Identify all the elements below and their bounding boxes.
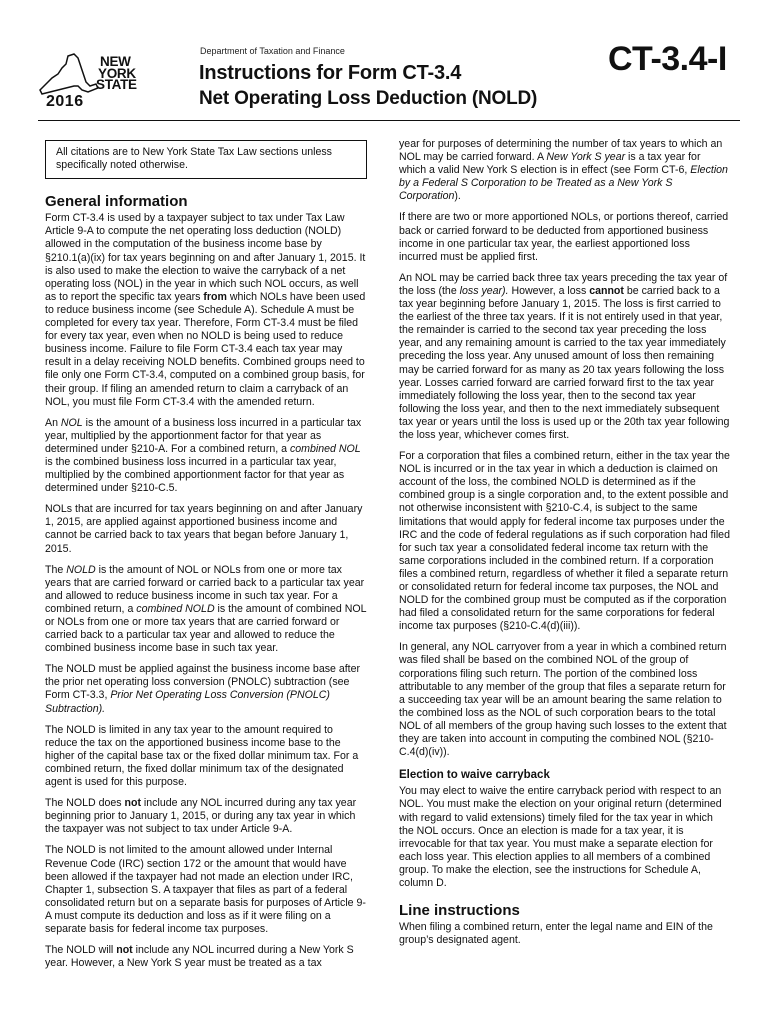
- paragraph: The NOLD is the amount of NOL or NOLs from one or more tax years that are carried forward or carried back to a particular tax year and allowed to reduce business income in such tax year. For a combined return, a combined NOLD is the amount of combined NOL or NOLs from one or more tax years that are carried forward or carried back to a particular tax year and allowed to reduce the combined business income base in such tax year.: [45, 563, 367, 655]
- logo-year: 2016: [46, 93, 84, 110]
- paragraph: NOLs that are incurred for tax years beginning on and after January 1, 2015, are applied against apportioned business income and cannot be carried back to tax years that began before January 1, 2015.: [45, 503, 363, 555]
- citation-note: All citations are to New York State Tax Law sections unless specifically noted otherwise.: [45, 140, 367, 179]
- paragraph: The NOLD does not include any NOL incurred during any tax year beginning prior to January 1, 2015, or during any tax year in which the taxpayer was not subject to tax under Article 9-A.: [45, 797, 357, 836]
- section-heading-line-instructions: Line instructions: [399, 902, 520, 920]
- paragraph: If there are two or more apportioned NOLs, or portions thereof, carried back or carried forward to be deducted from apportioned business income in one particular tax year, the earliest apportioned loss incurred must be applied first.: [399, 211, 729, 263]
- header-divider: [38, 120, 740, 121]
- section-heading-election-to-waive-carryback: Election to waive carryback: [399, 769, 550, 782]
- right-column: [399, 138, 730, 955]
- page-subtitle: Net Operating Loss Deduction (NOLD): [199, 88, 538, 109]
- paragraph: The NOLD will not include any NOL incurred during a New York S year. However, a New York S year must be treated as a tax: [45, 944, 354, 970]
- page-title: Instructions for Form CT-3.4: [199, 62, 462, 84]
- logo-line-state: STATE: [96, 77, 137, 92]
- paragraph: The NOLD is limited in any tax year to the amount required to reduce the tax on the apportioned business income base to the higher of the capital base tax or the fixed dollar minimum tax. For a combined return, the fixed dollar minimum tax of the designated agent is used for this purpose.: [45, 723, 359, 789]
- paragraph: The NOLD is not limited to the amount allowed under Internal Revenue Code (IRC) section 172 or the amount that would have been allowed if the taxpayer had not made an election under IRC, Chapter 1, subsection S. A taxpayer that files as part of a federal consolidated return but on a separate basis for purposes of Article 9-A must compute its deduction and loss as if it were filing on a separate basis for federal income tax purposes.: [45, 844, 366, 935]
- logo-line-york: YORK: [98, 65, 136, 81]
- paragraph: In general, any NOL carryover from a year in which a combined return was filed shall be based on the combined NOL of the group of corporations filing such return. The portion of the combined loss attributable to any member of the group that files a separate return for a succeeding tax year will be an amount bearing the same relation to the combined loss as the NOL of such corporation bears to the total NOL of all members of the group having such losses to the extent that they are taken into account in computing the combined NOL (§210-C.4(d)(iv)).: [399, 641, 727, 759]
- paragraph: You may elect to waive the entire carryback period with respect to an NOL. You must make the election on your original return (determined with regard to valid extensions) timely filed for the tax year in which the NOL occurs. Once an election is made for a tax year, it is irrevocable for that tax year. You must make a separate election for each loss year. This election applies to all members of a combined group. To make the election, see the instructions for Schedule A, column D.: [399, 785, 722, 889]
- paragraph: For a corporation that files a combined return, either in the tax year the NOL is incurred or in the tax year in which a deduction is claimed on account of the loss, the combined NOLD is determined as if the combined group is a single corporation and, to the extent possible and not otherwise inconsistent with §210-C.4, is subject to the same limitations that would apply for federal income tax purposes under the IRC and the code of federal regulations as if such corporation had filed for such tax year a consolidated federal income tax return with the same corporations included in the combined return. If a corporation files a combined return, regardless of whether it filed a separate return or consolidated return for federal income tax purposes, the NOL and NOLD for the combined group must be computed as if the corporation had filed a consolidated return for the same corporations for federal income tax purposes (§210-C.4(d)(iii)).: [399, 450, 730, 633]
- paragraph: Form CT-3.4 is used by a taxpayer subject to tax under Tax Law Article 9-A to compute the net operating loss deduction (NOLD) allowed in the computation of the business income base by §210.1(a)(ix) for tax years beginning on and after January 1, 2015. It is also used to make the election to waive the carryback of a net operating loss (NOL) in the year in which such NOL occurs, as well as to report the specific tax years from which NOLs have been used to reduce business income (see Schedule A). Schedule A must be completed for every tax year. Therefore, Form CT-3.4 must be filed for every tax year, even when no NOLD is being used to reduce business income. Failure to file Form CT-3.4 each tax year may result in a delay receiving NOLD benefits. Combined groups need to file only one Form CT-3.4, computed on a combined group basis, for their group. If filing an amended return to claim a carryback of an NOL, you must file Form CT-3.4 with the amended return.: [45, 212, 366, 408]
- state-logo-wordmark: [96, 56, 137, 91]
- paragraph: The NOLD must be applied against the business income base after the prior net operating loss conversion (PNOLC) subtraction (see Form CT-3.3, Prior Net Operating Loss Conversion (PNOLC) Subtraction).: [45, 663, 361, 715]
- paragraph: When filing a combined return, enter the legal name and EIN of the group’s designated agent.: [399, 921, 713, 947]
- left-column: [45, 140, 367, 978]
- department-name: Department of Taxation and Finance: [200, 46, 345, 56]
- form-number: CT-3.4-I: [608, 40, 727, 78]
- section-heading-general-information: General information: [45, 193, 188, 211]
- paragraph: An NOL may be carried back three tax years preceding the tax year of the loss (the loss year). However, a loss cannot be carried back to a tax year beginning before January 1, 2015. The loss is first carried to the earliest of the three tax years. If it is not entirely used in that year, the remainder is carried to the second tax year preceding the loss year, and any remaining amount is carried to the tax year immediately preceding the loss year. Any unused amount of loss then remaining may be carried forward for as many as 20 tax years following the loss year. Losses carried forward are carried forward first to the tax year immediately following the loss year, then to the second tax year following the loss year, and then to the next immediately subsequent tax year or years until the loss is used up or the 20th tax year following the loss year, whichever comes first.: [399, 271, 730, 441]
- paragraph: An NOL is the amount of a business loss incurred in a particular tax year, multiplied by the apportionment factor for that year as determined under §210-A. For a combined return, a combined NOL is the combined business loss incurred in a particular tax year, multiplied by the combined apportionment factor for that year as determined under §210-C.5.: [45, 416, 362, 495]
- logo-line-new: NEW: [100, 54, 131, 69]
- paragraph: year for purposes of determining the number of tax years to which an NOL may be carried forward. A New York S year is a tax year for which a valid New York S election is in effect (see Form CT-6, Election by a Federal S Corporation to be Treated as a New York S Corporation).: [399, 138, 728, 203]
